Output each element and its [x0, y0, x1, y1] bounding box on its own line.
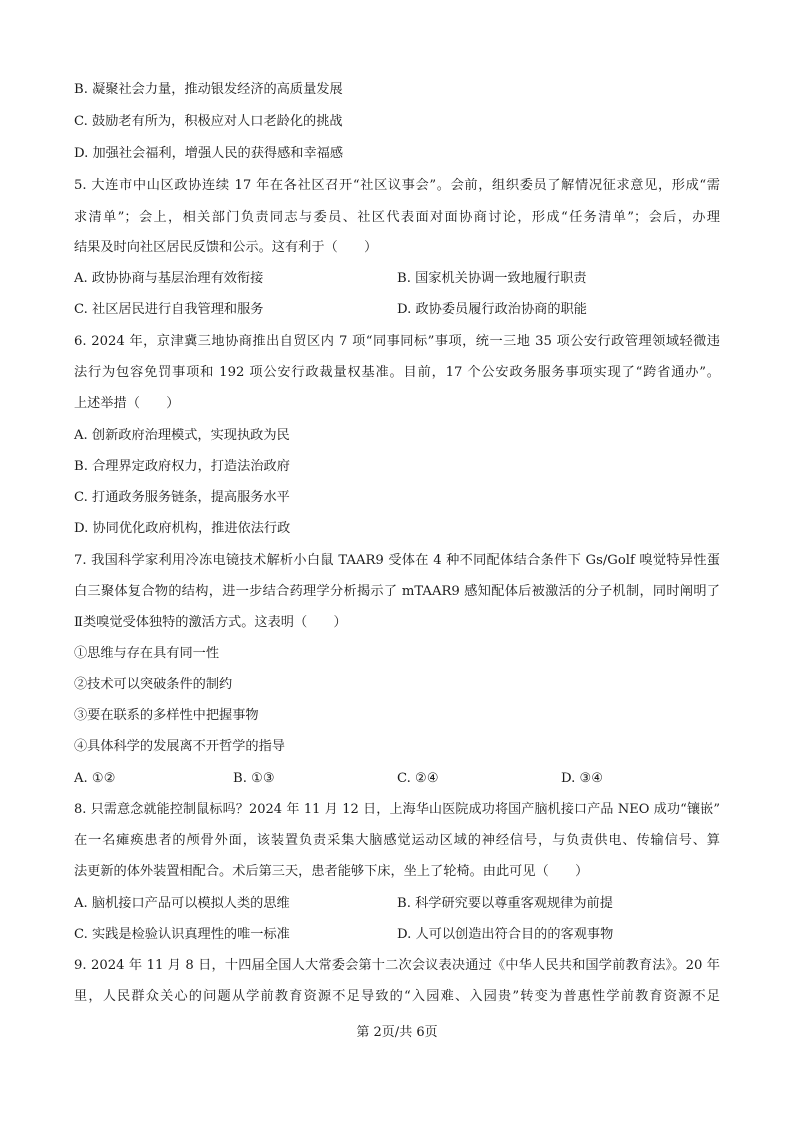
q7-option-d: D. ③④ [561, 771, 604, 786]
q7-statement-1: ①思维与存在具有同一性 [74, 646, 220, 661]
q8-option-b: B. 科学研究要以尊重客观规律为前提 [397, 896, 613, 911]
q8-option-a: A. 脑机接口产品可以模拟人类的思维 [74, 896, 290, 911]
q8-stem-line-1: 8. 只需意念就能控制鼠标吗？2024 年 11 月 12 日，上海华山医院成功将国产脑机接口产品 NEO 成功“镶嵌” [74, 802, 720, 817]
q7-stem-line-1: 7. 我国科学家利用冷冻电镜技术解析小白鼠 TAAR9 受体在 4 种不同配体结合条件下 Gs/Golf 嗅觉特异性蛋 [74, 553, 720, 568]
q7-option-a: A. ①② [74, 771, 116, 786]
q5-option-b: B. 国家机关协调一致地履行职责 [397, 271, 587, 286]
q7-option-c: C. ②④ [397, 771, 439, 786]
q8-option-d: D. 人可以创造出符合目的的客观事物 [397, 927, 614, 942]
q6-option-b: B. 合理界定政府权力，打造法治政府 [74, 459, 290, 474]
q9-stem-line-1: 9. 2024 年 11 月 8 日，十四届全国人大常委会第十二次会议表决通过《中华人民共和国学前教育法》。20 年 [74, 958, 720, 973]
q7-statement-3: ③要在联系的多样性中把握事物 [74, 708, 259, 723]
q5-option-c: C. 社区居民进行自我管理和服务 [74, 302, 264, 317]
q7-option-b: B. ①③ [233, 771, 275, 786]
q5-option-d: D. 政协委员履行政治协商的职能 [397, 302, 587, 317]
q7-statement-2: ②技术可以突破条件的制约 [74, 677, 233, 692]
q6-stem-line-2: 法行为包容免罚事项和 192 项公安行政裁量权基准。目前，17 个公安政务服务事项实现了“跨省通办”。 [74, 365, 720, 380]
q4-option-d: D. 加强社会福利，增强人民的获得感和幸福感 [74, 146, 344, 161]
q5-stem-line-2: 求清单”；会上，相关部门负责同志与委员、社区代表面对面协商讨论，形成“任务清单”；会后，办理 [74, 210, 720, 225]
page-number-footer: 第 2页/共 6页 [356, 1025, 438, 1040]
q5-stem-line-3: 结果及时向社区居民反馈和公示。这有利于（ ） [74, 240, 378, 255]
q8-stem-line-3: 法更新的体外装置相配合。术后第三天，患者能够下床，坐上了轮椅。由此可见（ ） [74, 864, 589, 879]
q9-stem-line-2: 里，人民群众关心的问题从学前教育资源不足导致的“入园难、入园贵”转变为普惠性学前教育资源不足 [74, 989, 720, 1004]
q5-stem-line-1: 5. 大连市中山区政协连续 17 年在各社区召开“社区议事会”。会前，组织委员了解情况征求意见，形成“需 [74, 178, 720, 193]
q5-option-a: A. 政协协商与基层治理有效衔接 [74, 271, 264, 286]
q6-stem-line-3: 上述举措（ ） [74, 396, 180, 411]
q6-option-d: D. 协同优化政府机构，推进依法行政 [74, 521, 291, 536]
q7-stem-line-3: Ⅱ类嗅觉受体独特的激活方式。这表明（ ） [74, 615, 347, 630]
q6-option-c: C. 打通政务服务链条，提高服务水平 [74, 490, 290, 505]
q6-option-a: A. 创新政府治理模式，实现执政为民 [74, 428, 290, 443]
q7-statement-4: ④具体科学的发展离不开哲学的指导 [74, 739, 285, 754]
q6-stem-line-1: 6. 2024 年，京津冀三地协商推出自贸区内 7 项“同事同标”事项，统一三地 35 项公安行政管理领域轻微违 [74, 334, 720, 349]
q8-stem-line-2: 在一名瘫痪患者的颅骨外面，该装置负责采集大脑感觉运动区域的神经信号，与负责供电、传输信号、算 [74, 833, 720, 848]
q4-option-b: B. 凝聚社会力量，推动银发经济的高质量发展 [74, 82, 343, 97]
q7-stem-line-2: 白三聚体复合物的结构，进一步结合药理学分析揭示了 mTAAR9 感知配体后被激活的分子机制，同时阐明了 [74, 584, 720, 599]
q8-option-c: C. 实践是检验认识真理性的唯一标准 [74, 927, 290, 942]
q4-option-c: C. 鼓励老有所为，积极应对人口老龄化的挑战 [74, 114, 343, 129]
